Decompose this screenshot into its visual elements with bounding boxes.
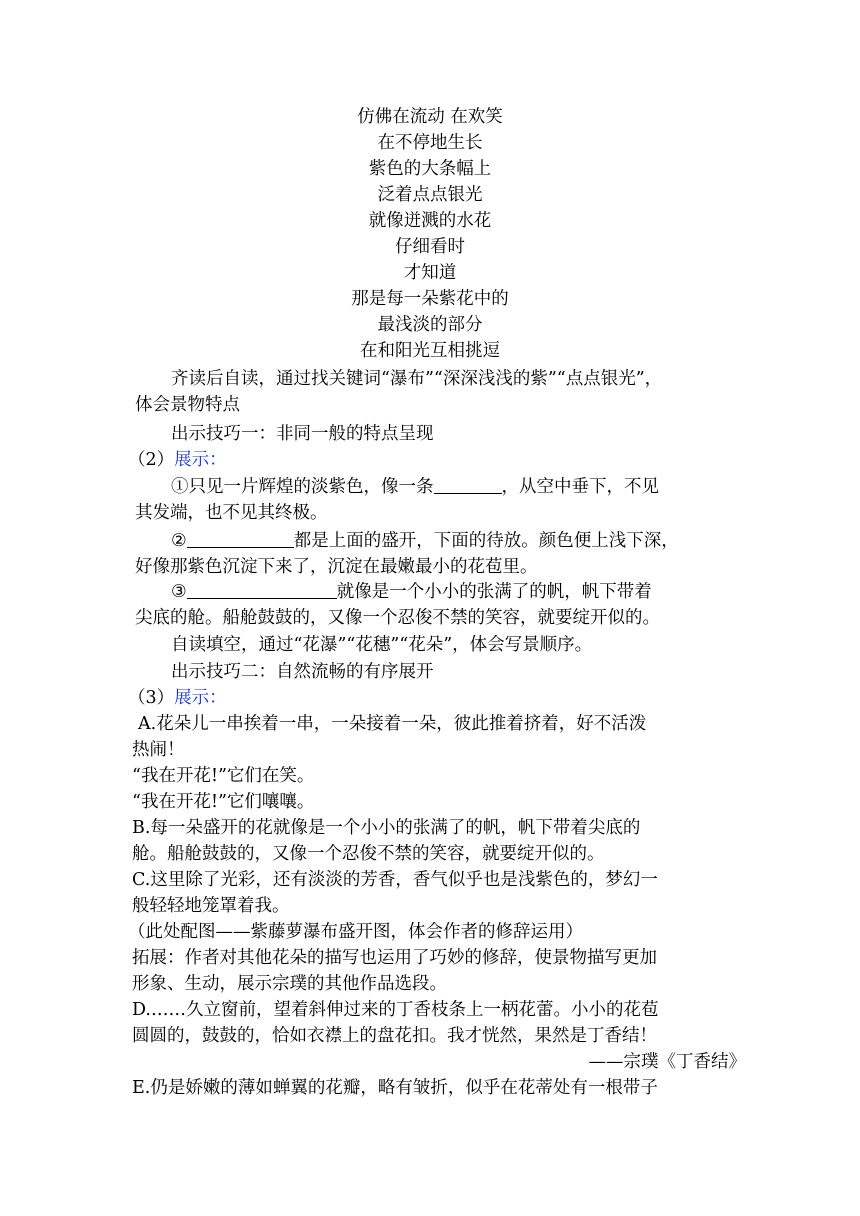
- excerpt-a-line-4: “我在开花!”它们嚷嚷。: [132, 792, 315, 812]
- question-2-number: ②: [171, 531, 187, 551]
- poem-line-3: 紫色的大条幅上: [368, 159, 492, 179]
- question-3-number: ③: [171, 582, 187, 602]
- question-2-line-2: 好像那紫色沉淀下来了，沉淀在最嫩最小的花苞里。: [135, 557, 538, 577]
- poem-line-9: 最浅淡的部分: [377, 315, 483, 335]
- excerpt-e-line-1: E.仍是娇嫩的薄如蝉翼的花瓣，略有皱折，似乎在花蒂处有一根带子: [132, 1078, 658, 1098]
- image-note: （此处配图——紫藤萝瀑布盛开图，体会作者的修辞运用）: [128, 922, 583, 942]
- section-2-number: （2）: [128, 450, 175, 470]
- poem-line-8: 那是每一朵紫花中的: [351, 289, 509, 309]
- question-1: [171, 474, 659, 500]
- paragraph-read-aloud-cont: 体会景物特点: [135, 395, 240, 415]
- excerpt-d-attribution: ——宗璞《丁香结》: [588, 1052, 746, 1072]
- poem-line-10: 在和阳光互相挑逗: [360, 341, 500, 361]
- question-1-text: ①只见一片辉煌的淡紫色，像一条: [171, 477, 434, 497]
- question-1-text-cont: ，从空中垂下，不见: [501, 477, 659, 497]
- poem-line-7: 才知道: [403, 263, 457, 283]
- fill-blank-3[interactable]: [187, 580, 337, 599]
- section-2-heading: [128, 447, 227, 473]
- excerpt-c-line-1: C.这里除了光彩，还有淡淡的芳香，香气似乎也是浅紫色的，梦幻一: [132, 870, 658, 890]
- poem-line-1: 仿佛在流动 在欢笑: [357, 107, 503, 127]
- section-3-heading: [128, 685, 227, 711]
- fill-blank-1[interactable]: [434, 475, 502, 494]
- section-3-number: （3）: [128, 688, 175, 708]
- paragraph-self-read: 自读填空，通过“花瀑”“花穗”“花朵”，体会写景顺序。: [171, 635, 593, 655]
- question-2: [171, 528, 679, 554]
- excerpt-d-line-1: D.……久立窗前，望着斜伸过来的丁香枝条上一柄花蕾。小小的花苞: [132, 1000, 659, 1020]
- excerpt-d-line-2: 圆圆的，鼓鼓的，恰如衣襟上的盘花扣。我才恍然，果然是丁香结！: [132, 1026, 657, 1046]
- paragraph-read-aloud: 齐读后自读，通过找关键词“瀑布”“深深浅浅的紫”“点点银光”，: [171, 369, 663, 389]
- excerpt-b-line-1: B.每一朵盛开的花就像是一个小小的张满了的帆，帆下带着尖底的: [132, 818, 641, 838]
- fill-blank-2[interactable]: [187, 529, 294, 548]
- poem-line-4: 泛着点点银光: [377, 185, 483, 205]
- poem-line-6: 仔细看时: [395, 237, 465, 257]
- question-3: [171, 579, 652, 605]
- section-3-label: 展示：: [174, 688, 227, 708]
- excerpt-c-line-2: 般轻轻地笼罩着我。: [132, 896, 290, 916]
- question-3-line-2: 尖底的舱。船舱鼓鼓的，又像一个忍俊不禁的笑容，就要绽开似的。: [135, 608, 660, 628]
- extension-line-1: 拓展：作者对其他花朵的描写也运用了巧妙的修辞，使景物描写更加: [132, 948, 657, 968]
- question-3-text: 就像是一个小小的张满了的帆，帆下带着: [336, 582, 652, 602]
- skill-two-heading: 出示技巧二：自然流畅的有序展开: [171, 662, 434, 682]
- poem-line-2: 在不停地生长: [377, 133, 483, 153]
- excerpt-a-line-1: A.花朵儿一串挨着一串，一朵接着一朵，彼此推着挤着，好不活泼: [138, 714, 647, 734]
- excerpt-a-line-3: “我在开花!”它们在笑。: [132, 766, 315, 786]
- question-1-line-2: 其发端，也不见其终极。: [135, 503, 328, 523]
- poem-line-5: 就像迸溅的水花: [368, 211, 492, 231]
- extension-line-2: 形象、生动，展示宗璞的其他作品选段。: [132, 974, 447, 994]
- section-2-label: 展示：: [174, 450, 227, 470]
- excerpt-b-line-2: 舱。船舱鼓鼓的，又像一个忍俊不禁的笑容，就要绽开似的。: [132, 844, 605, 864]
- excerpt-a-line-2: 热闹！: [132, 740, 185, 760]
- skill-one-heading: 出示技巧一：非同一般的特点呈现: [171, 424, 434, 444]
- question-2-text: 都是上面的盛开，下面的待放。颜色便上浅下深，: [293, 531, 679, 551]
